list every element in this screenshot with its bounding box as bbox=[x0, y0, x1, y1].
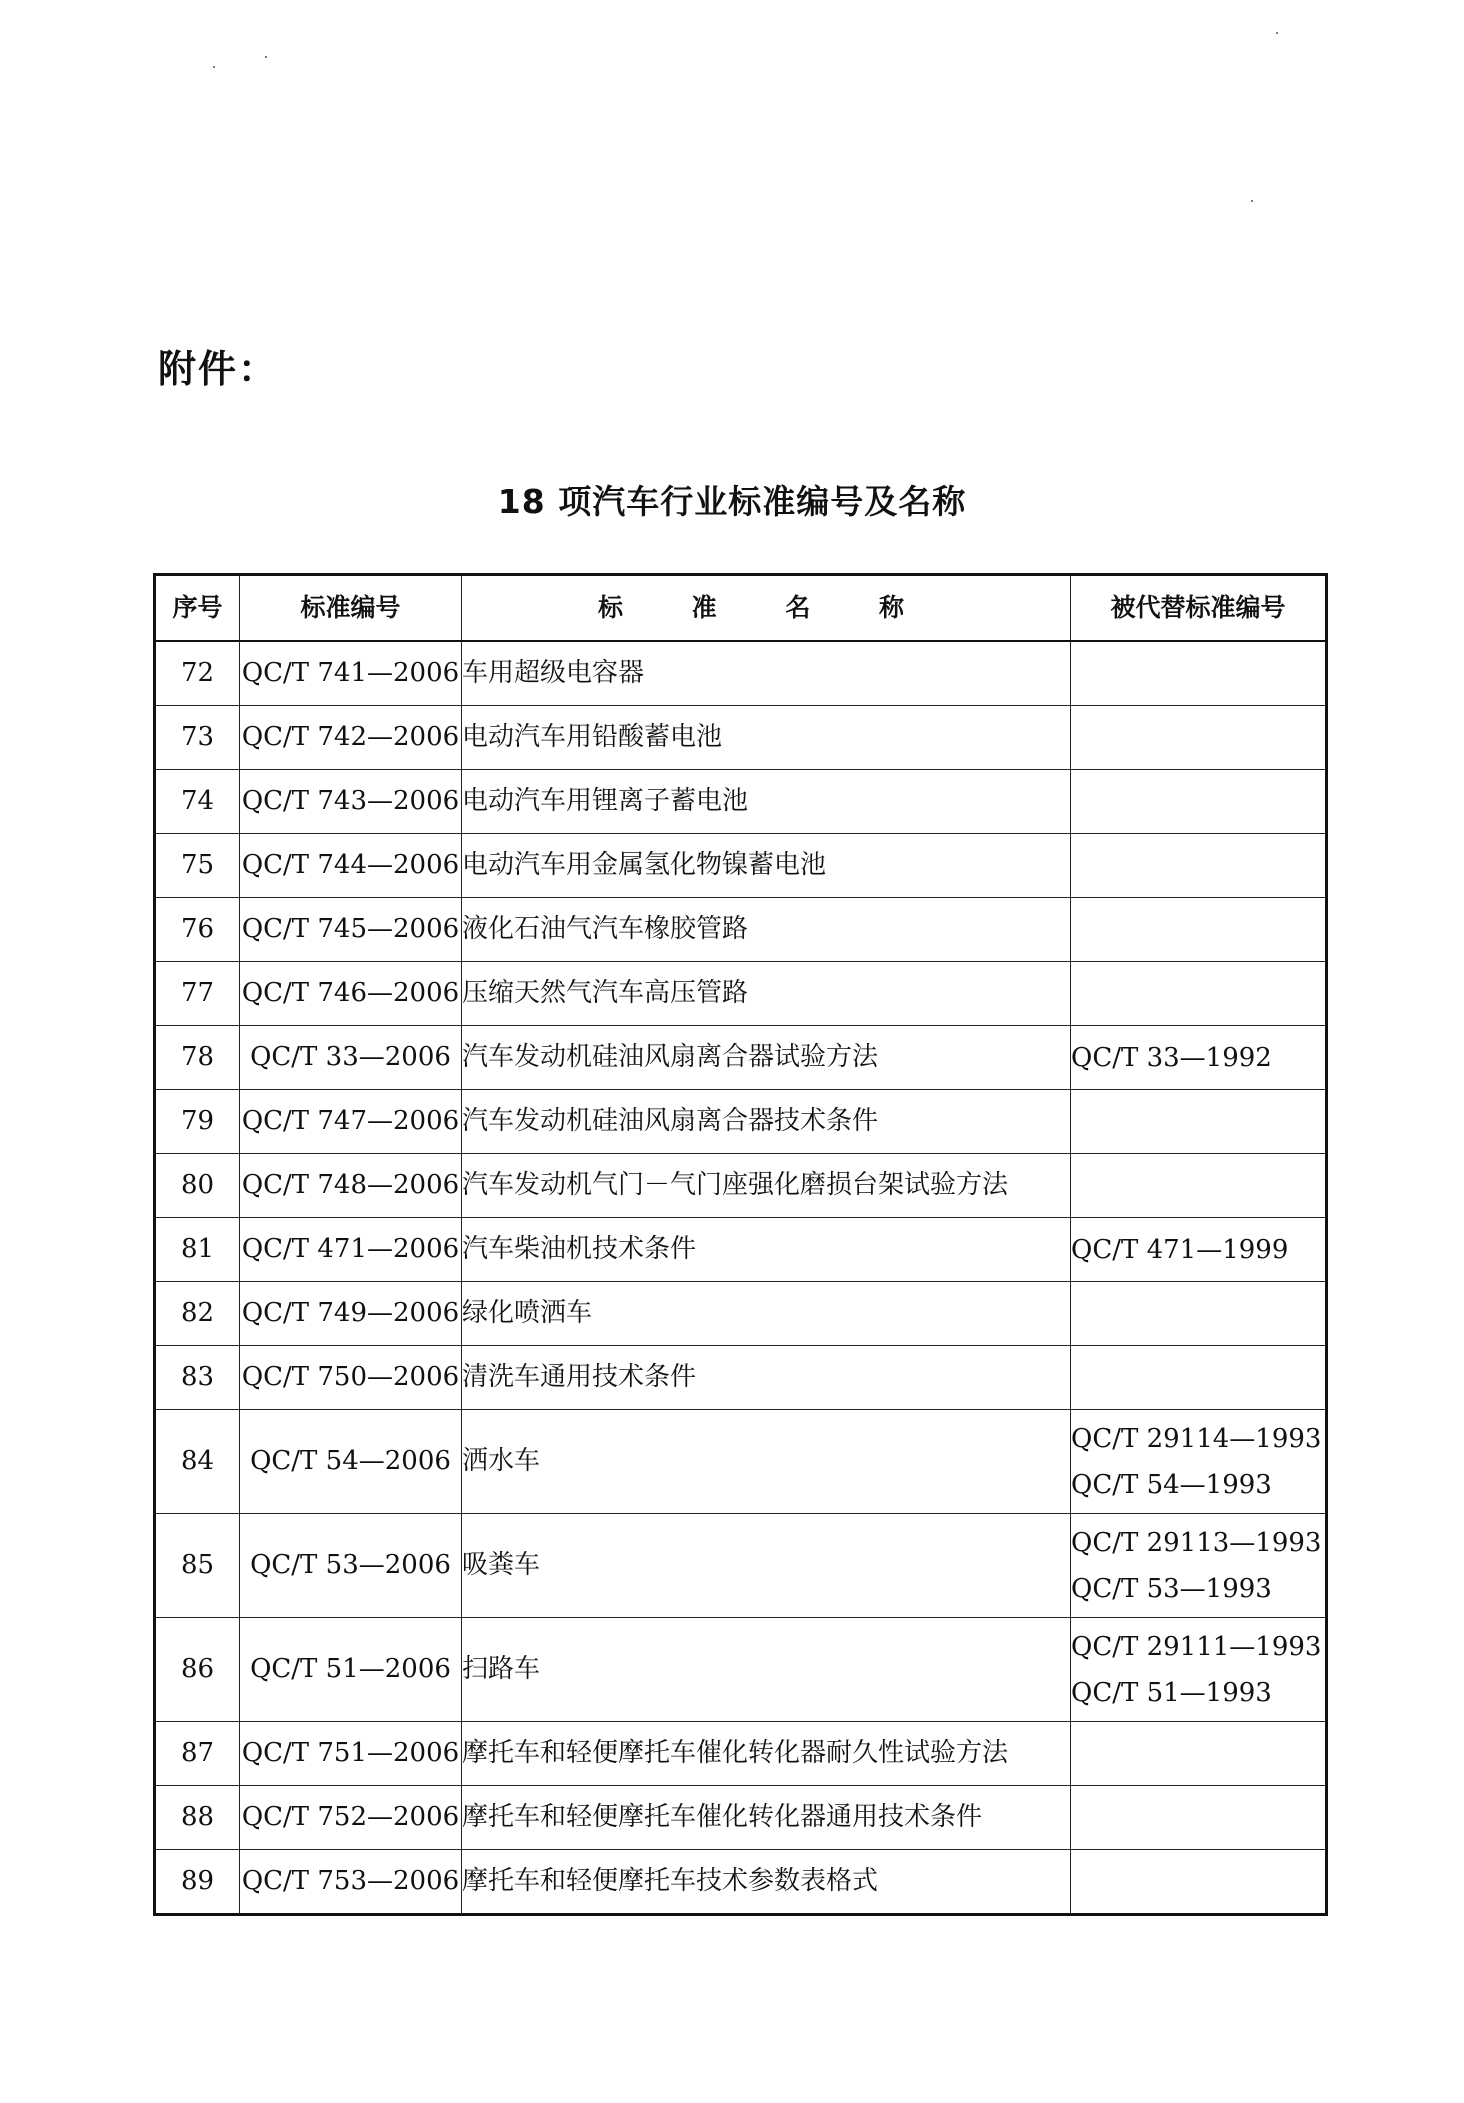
cell-code: QC/T 742—2006 bbox=[240, 706, 462, 770]
cell-no: 89 bbox=[155, 1850, 240, 1915]
cell-name: 电动汽车用铅酸蓄电池 bbox=[462, 706, 1071, 770]
table-row bbox=[155, 834, 1327, 898]
cell-name: 液化石油气汽车橡胶管路 bbox=[462, 898, 1071, 962]
cell-replaced bbox=[1071, 1154, 1327, 1218]
cell-name: 吸粪车 bbox=[462, 1514, 1071, 1618]
cell-code: QC/T 471—2006 bbox=[240, 1218, 462, 1282]
cell-no: 79 bbox=[155, 1090, 240, 1154]
cell-name: 清洗车通用技术条件 bbox=[462, 1346, 1071, 1410]
table-row bbox=[155, 1410, 1327, 1514]
table-row bbox=[155, 1514, 1327, 1618]
cell-name: 洒水车 bbox=[462, 1410, 1071, 1514]
replaced-code: QC/T 53—1993 bbox=[1071, 1573, 1272, 1604]
cell-code: QC/T 753—2006 bbox=[240, 1850, 462, 1915]
scan-speck bbox=[1251, 200, 1253, 202]
replaced-code: QC/T 29113—1993 bbox=[1071, 1527, 1322, 1558]
header-code: 标准编号 bbox=[240, 575, 462, 642]
scan-speck bbox=[1276, 32, 1278, 34]
cell-name: 扫路车 bbox=[462, 1618, 1071, 1722]
cell-code: QC/T 752—2006 bbox=[240, 1786, 462, 1850]
cell-name: 汽车柴油机技术条件 bbox=[462, 1218, 1071, 1282]
cell-no: 76 bbox=[155, 898, 240, 962]
replaced-code: QC/T 33—1992 bbox=[1071, 1042, 1272, 1073]
cell-replaced bbox=[1071, 1090, 1327, 1154]
cell-code: QC/T 745—2006 bbox=[240, 898, 462, 962]
table-body bbox=[155, 641, 1327, 1915]
cell-no: 81 bbox=[155, 1218, 240, 1282]
replaced-code: QC/T 29114—1993 bbox=[1071, 1423, 1322, 1454]
cell-name: 汽车发动机硅油风扇离合器技术条件 bbox=[462, 1090, 1071, 1154]
cell-no: 72 bbox=[155, 641, 240, 706]
replaced-code: QC/T 51—1993 bbox=[1071, 1677, 1272, 1708]
scan-speck bbox=[265, 56, 267, 58]
cell-name: 压缩天然气汽车高压管路 bbox=[462, 962, 1071, 1026]
cell-no: 75 bbox=[155, 834, 240, 898]
cell-name: 汽车发动机硅油风扇离合器试验方法 bbox=[462, 1026, 1071, 1090]
cell-code: QC/T 54—2006 bbox=[240, 1410, 462, 1514]
cell-code: QC/T 749—2006 bbox=[240, 1282, 462, 1346]
cell-no: 80 bbox=[155, 1154, 240, 1218]
cell-code: QC/T 744—2006 bbox=[240, 834, 462, 898]
cell-code: QC/T 748—2006 bbox=[240, 1154, 462, 1218]
cell-no: 86 bbox=[155, 1618, 240, 1722]
cell-replaced bbox=[1071, 834, 1327, 898]
cell-no: 88 bbox=[155, 1786, 240, 1850]
cell-code: QC/T 51—2006 bbox=[240, 1618, 462, 1722]
replaced-code: QC/T 471—1999 bbox=[1071, 1234, 1289, 1265]
cell-code: QC/T 743—2006 bbox=[240, 770, 462, 834]
cell-name: 汽车发动机气门－气门座强化磨损台架试验方法 bbox=[462, 1154, 1071, 1218]
table-header-row bbox=[155, 575, 1327, 642]
cell-no: 84 bbox=[155, 1410, 240, 1514]
scan-speck bbox=[213, 66, 215, 68]
replaced-code: QC/T 54—1993 bbox=[1071, 1469, 1272, 1500]
table-row bbox=[155, 1026, 1327, 1090]
cell-replaced bbox=[1071, 1410, 1327, 1514]
cell-code: QC/T 747—2006 bbox=[240, 1090, 462, 1154]
table-row bbox=[155, 641, 1327, 706]
cell-code: QC/T 750—2006 bbox=[240, 1346, 462, 1410]
cell-replaced bbox=[1071, 1026, 1327, 1090]
cell-name: 电动汽车用金属氢化物镍蓄电池 bbox=[462, 834, 1071, 898]
cell-no: 83 bbox=[155, 1346, 240, 1410]
table-row bbox=[155, 1346, 1327, 1410]
header-replaced: 被代替标准编号 bbox=[1071, 575, 1327, 642]
table-row bbox=[155, 1722, 1327, 1786]
cell-replaced bbox=[1071, 641, 1327, 706]
cell-name: 摩托车和轻便摩托车技术参数表格式 bbox=[462, 1850, 1071, 1915]
cell-code: QC/T 33—2006 bbox=[240, 1026, 462, 1090]
cell-replaced bbox=[1071, 898, 1327, 962]
cell-replaced bbox=[1071, 962, 1327, 1026]
cell-replaced bbox=[1071, 1786, 1327, 1850]
cell-no: 78 bbox=[155, 1026, 240, 1090]
cell-replaced bbox=[1071, 1346, 1327, 1410]
cell-replaced bbox=[1071, 770, 1327, 834]
cell-no: 87 bbox=[155, 1722, 240, 1786]
cell-name: 电动汽车用锂离子蓄电池 bbox=[462, 770, 1071, 834]
table-row bbox=[155, 1090, 1327, 1154]
standards-table bbox=[153, 573, 1328, 1916]
table-row bbox=[155, 706, 1327, 770]
cell-replaced bbox=[1071, 1850, 1327, 1915]
replaced-code: QC/T 29111—1993 bbox=[1071, 1631, 1322, 1662]
cell-code: QC/T 741—2006 bbox=[240, 641, 462, 706]
header-name: 标 准 名 称 bbox=[462, 575, 1071, 642]
cell-code: QC/T 53—2006 bbox=[240, 1514, 462, 1618]
cell-replaced bbox=[1071, 1282, 1327, 1346]
cell-replaced bbox=[1071, 1218, 1327, 1282]
cell-no: 77 bbox=[155, 962, 240, 1026]
header-no: 序号 bbox=[155, 575, 240, 642]
table-row bbox=[155, 1618, 1327, 1722]
cell-name: 摩托车和轻便摩托车催化转化器耐久性试验方法 bbox=[462, 1722, 1071, 1786]
cell-no: 85 bbox=[155, 1514, 240, 1618]
table-row bbox=[155, 1282, 1327, 1346]
cell-name: 摩托车和轻便摩托车催化转化器通用技术条件 bbox=[462, 1786, 1071, 1850]
table-row bbox=[155, 1154, 1327, 1218]
table-row bbox=[155, 1850, 1327, 1915]
table-row bbox=[155, 1786, 1327, 1850]
cell-name: 绿化喷洒车 bbox=[462, 1282, 1071, 1346]
cell-replaced bbox=[1071, 706, 1327, 770]
cell-no: 74 bbox=[155, 770, 240, 834]
attachment-label: 附件： bbox=[158, 347, 279, 391]
table-row bbox=[155, 898, 1327, 962]
table-row bbox=[155, 962, 1327, 1026]
cell-replaced bbox=[1071, 1722, 1327, 1786]
table-row bbox=[155, 1218, 1327, 1282]
table-row bbox=[155, 770, 1327, 834]
page-title: 18 项汽车行业标准编号及名称 bbox=[497, 482, 967, 521]
cell-replaced bbox=[1071, 1514, 1327, 1618]
cell-code: QC/T 751—2006 bbox=[240, 1722, 462, 1786]
cell-name: 车用超级电容器 bbox=[462, 641, 1071, 706]
cell-no: 82 bbox=[155, 1282, 240, 1346]
cell-replaced bbox=[1071, 1618, 1327, 1722]
cell-code: QC/T 746—2006 bbox=[240, 962, 462, 1026]
cell-no: 73 bbox=[155, 706, 240, 770]
